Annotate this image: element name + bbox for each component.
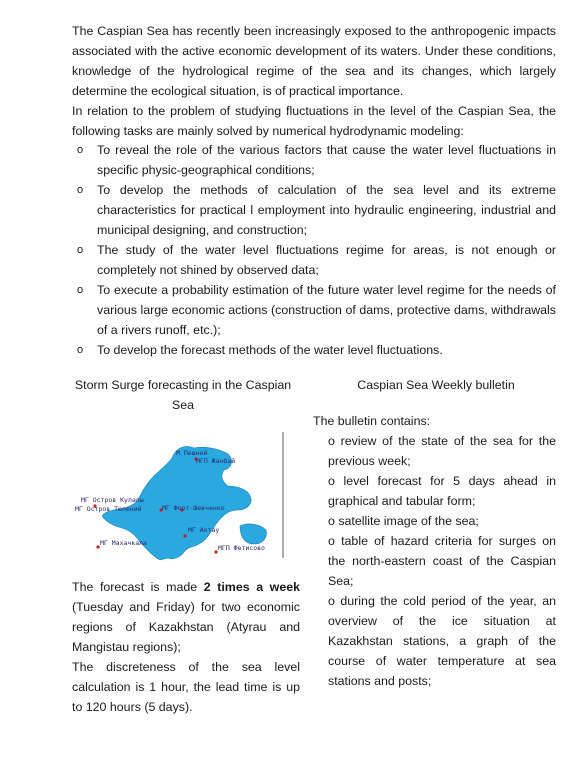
list-item: o table of hazard criteria for surges on the north-eastern coast of the Caspian Sea; [328, 534, 556, 588]
intro-section [72, 21, 556, 141]
bulletin-intro: The bulletin contains: [313, 414, 431, 428]
caspian-map [72, 430, 285, 560]
forecast-text-start: The forecast is made [72, 580, 204, 594]
bullet-icon: o [77, 244, 84, 256]
intro-paragraph-2: In relation to the problem of studying fluctuations in the level of the Caspian Sea, the following tasks are mainly solved by numerical hydrodynamic modeling: [72, 104, 556, 138]
forecast-section [72, 577, 300, 717]
forecast-paragraph [72, 577, 300, 657]
bullet-icon: o [77, 144, 84, 156]
intro-paragraph-1: The Caspian Sea has recently been increasingly exposed to the anthropogenic impacts associated with the active economic development of its waters. Under these conditions, knowledge of the hydrological regime of the sea and its changes, which largely determine the ecological situation, is of practical importance. [72, 24, 556, 98]
bulletin-title: Caspian Sea Weekly bulletin [357, 378, 515, 392]
map-label-fort: МГ Форт-Шевченко [162, 504, 225, 512]
list-item [72, 140, 556, 180]
list-item: o review of the state of the sea for the previous week; [328, 434, 556, 468]
bulletin-list [328, 431, 556, 691]
list-item [72, 280, 556, 340]
task-text: To develop the methods of calculation of the sea level and its extreme characteristics for practical l employment into hydraulic engineering, industrial and municipal designing, and construction; [97, 183, 556, 237]
list-item: o during the cold period of the year, an overview of the ice situation at Kazakhstan stations, a graph of the course of water temperature at sea stations and posts; [328, 594, 556, 688]
task-text: To execute a probability estimation of the future water level regime for the needs of various large economic actions (construction of dams, protective dams, withdrawals of a rivers runoff, etc.); [97, 283, 556, 337]
map-label-peshnoi: М Пешной [176, 449, 208, 457]
map-label-tyuleniy: МГ Остров Тюлений [75, 505, 142, 513]
list-item: o level forecast for 5 days ahead in graphical and tabular form; [328, 474, 556, 508]
bullet-icon: o [77, 284, 84, 296]
forecast-frequency: 2 times a week [203, 580, 300, 594]
tasks-list [72, 140, 556, 360]
bullet-icon: o [77, 184, 84, 196]
task-text: To develop the forecast methods of the water level fluctuations. [97, 343, 443, 357]
map-label-makhachkala: МГ Махачкала [100, 539, 147, 547]
list-item [72, 340, 556, 360]
map-label-fetisovo: МГП Фетисово [218, 544, 265, 552]
task-text: The study of the water level fluctuations regime for areas, is not enough or completely not shined by observed data; [97, 243, 556, 277]
map-label-kulaly: МГ Остров Кулалы [81, 496, 144, 504]
map-label-aktau: МГ Актау [188, 526, 220, 534]
forecast-text-end: (Tuesday and Friday) for two economic regions of Kazakhstan (Atyrau and Mangistau regions); [72, 600, 300, 654]
task-text: To reveal the role of the various factors that cause the water level fluctuations in specific physic-geographical conditions; [97, 143, 556, 177]
kara-bogaz-shape [240, 524, 266, 544]
storm-surge-title: Storm Surge forecasting in the Caspian Sea [74, 378, 292, 412]
map-label-zhanbai: МГП Жанбай [196, 457, 236, 465]
bullet-icon: o [77, 344, 84, 356]
list-item [72, 180, 556, 240]
list-item [72, 240, 556, 280]
station-marker [183, 534, 186, 537]
list-item: o satellite image of the sea; [328, 514, 479, 528]
discreteness-paragraph: The discreteness of the sea level calculation is 1 hour, the lead time is up to 120 hours (5 days). [72, 660, 300, 714]
